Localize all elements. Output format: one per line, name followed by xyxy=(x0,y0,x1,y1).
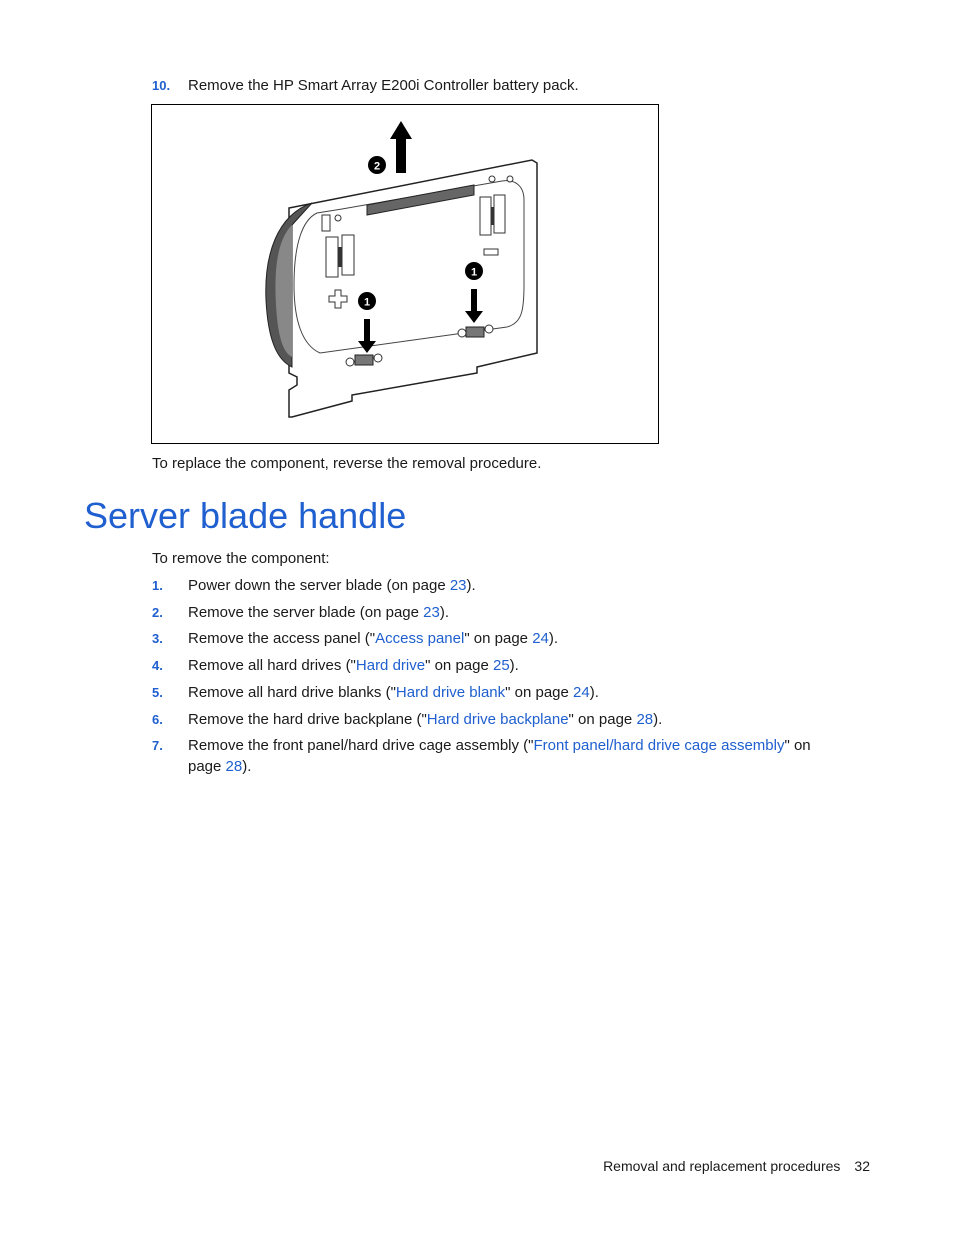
step-text-pre: Remove all hard drive blanks (" xyxy=(188,684,396,701)
step-number: 10. xyxy=(152,78,171,93)
step-text-mid: " on xyxy=(784,737,811,754)
page-link[interactable]: 24 xyxy=(532,630,549,647)
step-text-post: ). xyxy=(466,577,476,594)
page-link[interactable]: 28 xyxy=(636,711,654,728)
step-text-post: ). xyxy=(439,604,449,621)
step-number: 1. xyxy=(152,578,163,593)
page-link[interactable]: 23 xyxy=(423,604,440,621)
hard-drive-backplane-link[interactable]: Hard drive backplane xyxy=(426,711,569,728)
footer-section-name: Removal and replacement procedures xyxy=(603,1158,841,1174)
step-text-mid: " on page xyxy=(425,657,493,674)
step-text xyxy=(188,682,599,703)
step-text xyxy=(188,735,811,756)
step-text-post: ). xyxy=(589,684,599,701)
step-number: 4. xyxy=(152,658,163,673)
page-link[interactable]: 24 xyxy=(573,684,590,701)
access-panel-link[interactable]: Access panel xyxy=(375,630,465,647)
step-text-post: ). xyxy=(509,657,519,674)
step-text xyxy=(188,602,449,623)
step-text-pre: Power down the server blade (on page xyxy=(188,577,450,594)
step-text: Remove the HP Smart Array E200i Controller battery pack. xyxy=(188,77,579,94)
step-text xyxy=(188,575,476,596)
step-text-mid: " on page xyxy=(464,630,533,647)
step-text xyxy=(188,628,558,649)
hard-drive-link[interactable]: Hard drive xyxy=(355,657,426,674)
step-text-pre: Remove the hard drive backplane (" xyxy=(188,711,427,728)
step-number: 7. xyxy=(152,738,163,753)
step-text xyxy=(188,655,519,676)
step-text-mid: " on page xyxy=(568,711,637,728)
page-number: 32 xyxy=(854,1158,870,1174)
page-link[interactable]: 23 xyxy=(449,577,467,594)
page-footer xyxy=(560,1158,870,1174)
front-panel-cage-link[interactable]: Front panel/hard drive cage assembly xyxy=(533,737,785,754)
battery-pack-figure xyxy=(151,104,659,444)
replace-note: To replace the component, reverse the removal procedure. xyxy=(152,455,542,472)
step-text-mid: " on page xyxy=(505,684,574,701)
step-text-post: ). xyxy=(548,630,559,647)
step-text-post: ). xyxy=(242,758,252,775)
step-text xyxy=(188,709,662,730)
step-number: 2. xyxy=(152,605,163,620)
callout-1-left: 1 xyxy=(363,296,371,309)
section-title: Server blade handle xyxy=(84,495,407,536)
step-text-pre: Remove all hard drives (" xyxy=(188,657,356,674)
hard-drive-blank-link[interactable]: Hard drive blank xyxy=(395,684,506,701)
step-text-pre: Remove the front panel/hard drive cage assembly (" xyxy=(188,737,534,754)
page-link[interactable]: 25 xyxy=(492,657,510,674)
step-number: 5. xyxy=(152,685,163,700)
step-text-pre: Remove the access panel (" xyxy=(188,630,376,647)
section-intro: To remove the component: xyxy=(152,550,330,567)
battery-pack-illustration xyxy=(152,105,658,443)
step-text xyxy=(188,756,251,777)
callout-1-right: 1 xyxy=(470,266,478,279)
callout-2: 2 xyxy=(373,160,381,173)
step-number: 6. xyxy=(152,712,163,727)
step-text-post: ). xyxy=(653,711,663,728)
step-number: 3. xyxy=(152,631,163,646)
page-link[interactable]: 28 xyxy=(225,758,243,775)
step-text-pre: Remove the server blade (on page xyxy=(188,604,424,621)
step-text-pre: page xyxy=(188,758,226,775)
